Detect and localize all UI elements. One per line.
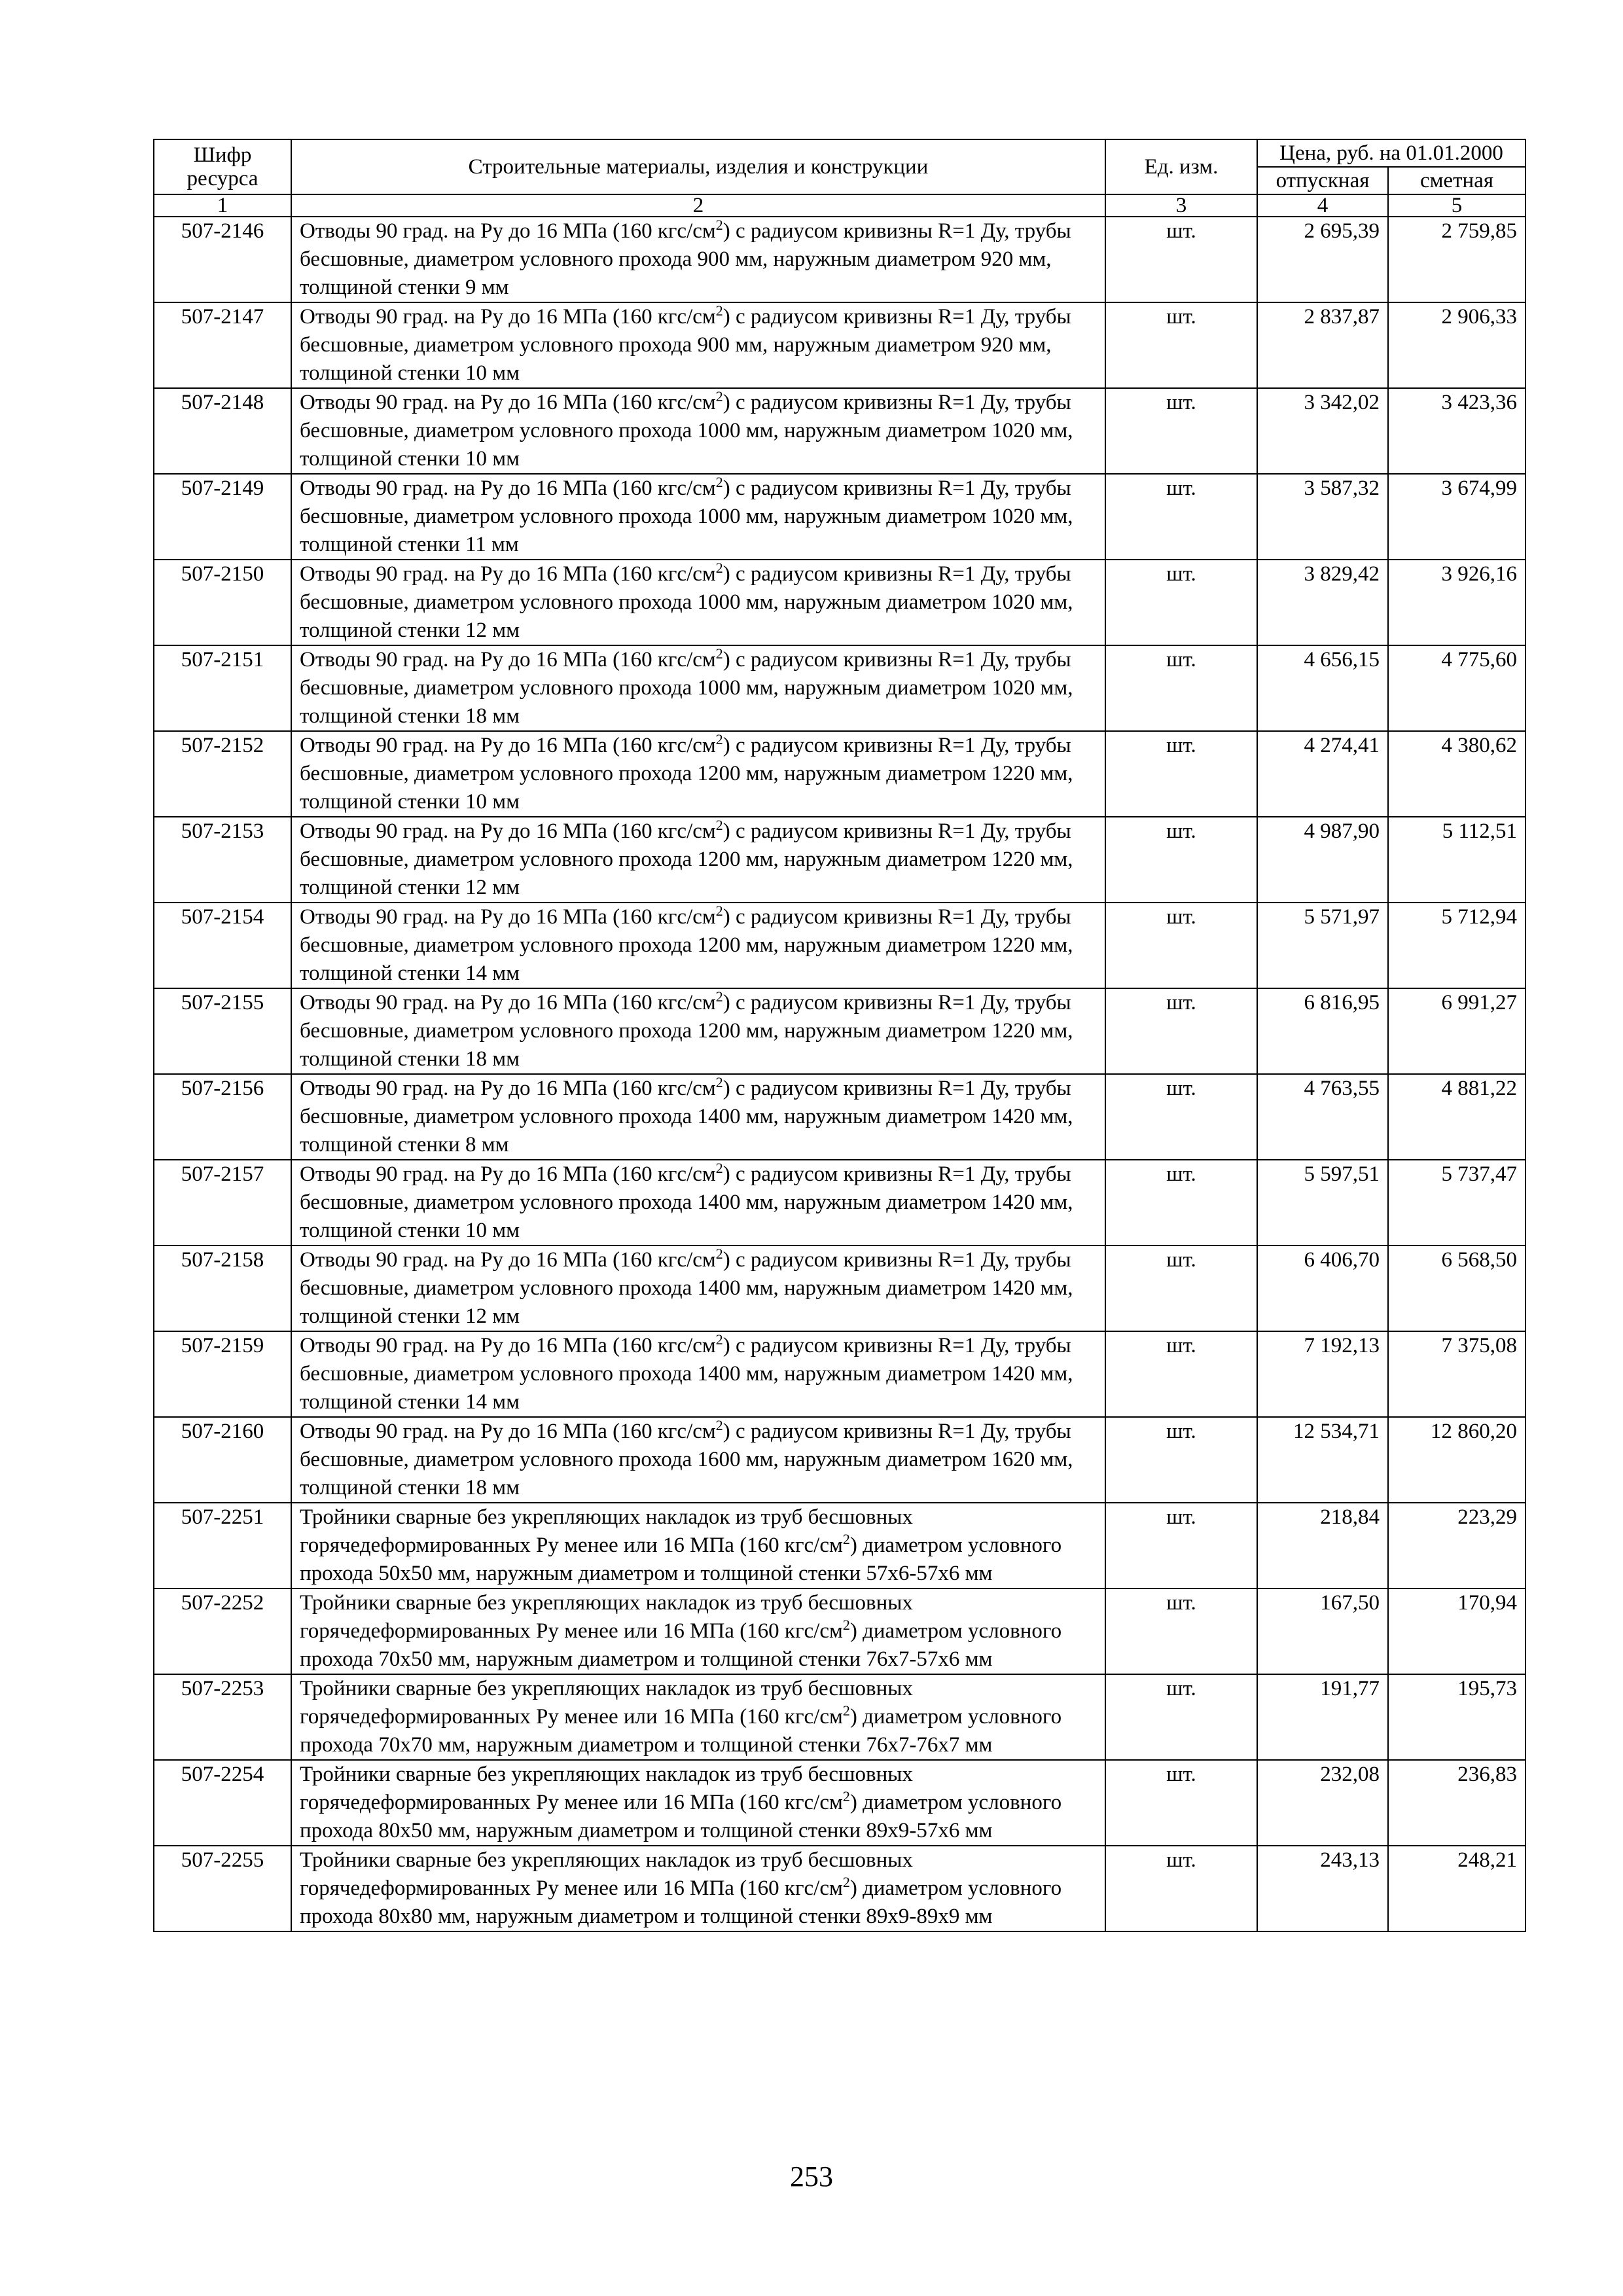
row-unit: шт. [1105,1074,1257,1160]
row-estimate-price: 3 674,99 [1388,474,1525,560]
table-row [154,302,1525,388]
row-release-price: 232,08 [1257,1760,1388,1846]
superscript: 2 [715,302,723,319]
row-estimate-price: 248,21 [1388,1846,1525,1931]
superscript: 2 [715,1160,723,1176]
superscript: 2 [715,1074,723,1090]
row-release-price: 5 597,51 [1257,1160,1388,1246]
row-code: 507-2252 [154,1588,291,1674]
table-row [154,1160,1525,1246]
header-code: Шифр ресурса [154,139,291,194]
desc-part: ) с радиусом кривизны R=1 Ду, трубы бесшовные, диаметром условного прохода 1000 мм, наружным диаметром 1020 мм, толщиной стенки 10 мм [300,391,1073,471]
row-description [291,1160,1105,1246]
row-code: 507-2159 [154,1331,291,1417]
row-code: 507-2255 [154,1846,291,1931]
header-name: Строительные материалы, изделия и конструкции [291,139,1105,194]
desc-part: Тройники сварные без укрепляющих накладок из труб бесшовных горячедеформированных Ру менее или 16 МПа (160 кгс/см [300,1505,913,1557]
row-release-price: 191,77 [1257,1674,1388,1760]
row-release-price: 12 534,71 [1257,1417,1388,1503]
row-description [291,1246,1105,1331]
desc-part: ) с радиусом кривизны R=1 Ду, трубы бесшовные, диаметром условного прохода 1000 мм, наружным диаметром 1020 мм, толщиной стенки 12 мм [300,562,1073,642]
row-release-price: 3 587,32 [1257,474,1388,560]
desc-part: ) с радиусом кривизны R=1 Ду, трубы бесшовные, диаметром условного прохода 1000 мм, наружным диаметром 1020 мм, толщиной стенки 11 мм [300,476,1073,556]
table-row [154,731,1525,817]
superscript: 2 [715,474,723,490]
superscript: 2 [715,988,723,1005]
desc-part: ) с радиусом кривизны R=1 Ду, трубы бесшовные, диаметром условного прохода 1200 мм, наружным диаметром 1220 мм, толщиной стенки 18 мм [300,991,1073,1071]
superscript: 2 [715,1331,723,1348]
row-release-price: 3 342,02 [1257,388,1388,474]
row-code: 507-2251 [154,1503,291,1588]
row-unit: шт. [1105,1417,1257,1503]
row-estimate-price: 195,73 [1388,1674,1525,1760]
row-estimate-price: 12 860,20 [1388,1417,1525,1503]
desc-part: Тройники сварные без укрепляющих накладок из труб бесшовных горячедеформированных Ру менее или 16 МПа (160 кгс/см [300,1677,913,1729]
desc-part: ) с радиусом кривизны R=1 Ду, трубы бесшовные, диаметром условного прохода 1200 мм, наружным диаметром 1220 мм, толщиной стенки 14 мм [300,905,1073,985]
desc-part: Отводы 90 град. на Ру до 16 МПа (160 кгс/см [300,391,716,414]
desc-part: ) с радиусом кривизны R=1 Ду, трубы бесшовные, диаметром условного прохода 1400 мм, наружным диаметром 1420 мм, толщиной стенки 10 мм [300,1162,1073,1242]
table-row [154,217,1525,302]
desc-part: ) диаметром условного прохода 80х50 мм, наружным диаметром и толщиной стенки 89х9-57х6 мм [300,1791,1062,1842]
row-estimate-price: 5 712,94 [1388,903,1525,988]
desc-part: ) диаметром условного прохода 80х80 мм, наружным диаметром и толщиной стенки 89х9-89х9 мм [300,1876,1062,1928]
superscript: 2 [715,817,723,833]
superscript: 2 [715,903,723,919]
row-estimate-price: 2 759,85 [1388,217,1525,302]
desc-part: Отводы 90 град. на Ру до 16 МПа (160 кгс/см [300,991,716,1014]
desc-part: ) с радиусом кривизны R=1 Ду, трубы бесшовные, диаметром условного прохода 1400 мм, наружным диаметром 1420 мм, толщиной стенки 8 мм [300,1077,1073,1157]
row-description [291,903,1105,988]
desc-part: Отводы 90 град. на Ру до 16 МПа (160 кгс/см [300,648,716,672]
desc-part: Отводы 90 град. на Ру до 16 МПа (160 кгс/см [300,305,716,329]
row-code: 507-2146 [154,217,291,302]
desc-part: ) с радиусом кривизны R=1 Ду, трубы бесшовные, диаметром условного прохода 1200 мм, наружным диаметром 1220 мм, толщиной стенки 10 мм [300,734,1073,814]
col-index: 2 [291,194,1105,217]
row-estimate-price: 7 375,08 [1388,1331,1525,1417]
row-description [291,1588,1105,1674]
row-description [291,1674,1105,1760]
table-row [154,1674,1525,1760]
row-release-price: 4 987,90 [1257,817,1388,903]
superscript: 2 [715,217,723,233]
row-estimate-price: 4 775,60 [1388,645,1525,731]
superscript: 2 [842,1702,850,1719]
superscript: 2 [842,1874,850,1890]
row-unit: шт. [1105,474,1257,560]
desc-part: ) с радиусом кривизны R=1 Ду, трубы бесшовные, диаметром условного прохода 1000 мм, наружным диаметром 1020 мм, толщиной стенки 18 мм [300,648,1073,728]
table-row [154,1760,1525,1846]
row-unit: шт. [1105,1760,1257,1846]
desc-part: ) с радиусом кривизны R=1 Ду, трубы бесшовные, диаметром условного прохода 1200 мм, наружным диаметром 1220 мм, толщиной стенки 12 мм [300,819,1073,899]
superscript: 2 [842,1617,850,1633]
row-release-price: 3 829,42 [1257,560,1388,645]
row-code: 507-2160 [154,1417,291,1503]
superscript: 2 [715,1417,723,1433]
desc-part: ) с радиусом кривизны R=1 Ду, трубы бесшовные, диаметром условного прохода 1400 мм, наружным диаметром 1420 мм, толщиной стенки 14 мм [300,1334,1073,1414]
table-row [154,1331,1525,1417]
superscript: 2 [715,560,723,576]
desc-part: ) диаметром условного прохода 50х50 мм, наружным диаметром и толщиной стенки 57х6-57х6 мм [300,1534,1062,1585]
row-release-price: 6 816,95 [1257,988,1388,1074]
row-code: 507-2153 [154,817,291,903]
superscript: 2 [715,645,723,662]
row-code: 507-2154 [154,903,291,988]
row-estimate-price: 236,83 [1388,1760,1525,1846]
superscript: 2 [715,731,723,747]
desc-part: Отводы 90 град. на Ру до 16 МПа (160 кгс/см [300,905,716,929]
desc-part: Тройники сварные без укрепляющих накладок из труб бесшовных горячедеформированных Ру менее или 16 МПа (160 кгс/см [300,1591,913,1643]
row-estimate-price: 4 380,62 [1388,731,1525,817]
row-release-price: 2 695,39 [1257,217,1388,302]
row-code: 507-2151 [154,645,291,731]
row-unit: шт. [1105,817,1257,903]
row-estimate-price: 170,94 [1388,1588,1525,1674]
table-row [154,1588,1525,1674]
desc-part: Отводы 90 град. на Ру до 16 МПа (160 кгс/см [300,1420,716,1443]
row-code: 507-2149 [154,474,291,560]
row-code: 507-2155 [154,988,291,1074]
row-description [291,560,1105,645]
row-estimate-price: 6 991,27 [1388,988,1525,1074]
table-row [154,1074,1525,1160]
superscript: 2 [715,388,723,404]
desc-part: ) с радиусом кривизны R=1 Ду, трубы бесшовные, диаметром условного прохода 1600 мм, наружным диаметром 1620 мм, толщиной стенки 18 мм [300,1420,1073,1499]
table-row [154,1503,1525,1588]
desc-part: Отводы 90 град. на Ру до 16 МПа (160 кгс/см [300,1334,716,1357]
table-row [154,388,1525,474]
table-row [154,645,1525,731]
header-release: отпускная [1257,167,1388,194]
row-release-price: 167,50 [1257,1588,1388,1674]
row-unit: шт. [1105,388,1257,474]
row-unit: шт. [1105,1674,1257,1760]
row-description [291,645,1105,731]
row-description [291,217,1105,302]
desc-part: Тройники сварные без укрепляющих накладок из труб бесшовных горячедеформированных Ру менее или 16 МПа (160 кгс/см [300,1763,913,1814]
desc-part: ) с радиусом кривизны R=1 Ду, трубы бесшовные, диаметром условного прохода 1400 мм, наружным диаметром 1420 мм, толщиной стенки 12 мм [300,1248,1073,1328]
row-unit: шт. [1105,1846,1257,1931]
row-estimate-price: 4 881,22 [1388,1074,1525,1160]
superscript: 2 [842,1788,850,1804]
row-code: 507-2152 [154,731,291,817]
row-estimate-price: 223,29 [1388,1503,1525,1588]
row-code: 507-2156 [154,1074,291,1160]
table-row [154,560,1525,645]
col-index: 5 [1388,194,1525,217]
row-unit: шт. [1105,1588,1257,1674]
table-row [154,1846,1525,1931]
row-release-price: 7 192,13 [1257,1331,1388,1417]
row-release-price: 218,84 [1257,1503,1388,1588]
row-code: 507-2150 [154,560,291,645]
col-index: 3 [1105,194,1257,217]
col-index: 4 [1257,194,1388,217]
row-code: 507-2253 [154,1674,291,1760]
row-unit: шт. [1105,1160,1257,1246]
row-release-price: 5 571,97 [1257,903,1388,988]
row-description [291,1417,1105,1503]
row-estimate-price: 2 906,33 [1388,302,1525,388]
table-row [154,1417,1525,1503]
row-unit: шт. [1105,903,1257,988]
row-release-price: 2 837,87 [1257,302,1388,388]
row-description [291,1760,1105,1846]
page-number: 253 [790,2161,833,2193]
desc-part: ) с радиусом кривизны R=1 Ду, трубы бесшовные, диаметром условного прохода 900 мм, наружным диаметром 920 мм, толщиной стенки 9 мм [300,219,1071,299]
row-description [291,1846,1105,1931]
col-index: 1 [154,194,291,217]
row-description [291,1503,1105,1588]
row-code: 507-2158 [154,1246,291,1331]
row-unit: шт. [1105,988,1257,1074]
header-estimate: сметная [1388,167,1525,194]
desc-part: Тройники сварные без укрепляющих накладок из труб бесшовных горячедеформированных Ру менее или 16 МПа (160 кгс/см [300,1848,913,1900]
desc-part: Отводы 90 град. на Ру до 16 МПа (160 кгс/см [300,1077,716,1100]
row-unit: шт. [1105,731,1257,817]
desc-part: ) диаметром условного прохода 70х70 мм, наружным диаметром и толщиной стенки 76х7-76х7 мм [300,1705,1062,1757]
row-release-price: 4 763,55 [1257,1074,1388,1160]
desc-part: Отводы 90 град. на Ру до 16 МПа (160 кгс/см [300,734,716,757]
desc-part: Отводы 90 град. на Ру до 16 МПа (160 кгс/см [300,562,716,586]
row-release-price: 4 274,41 [1257,731,1388,817]
row-estimate-price: 5 112,51 [1388,817,1525,903]
row-unit: шт. [1105,560,1257,645]
row-code: 507-2157 [154,1160,291,1246]
table-row [154,817,1525,903]
row-code: 507-2254 [154,1760,291,1846]
desc-part: Отводы 90 град. на Ру до 16 МПа (160 кгс/см [300,476,716,500]
row-estimate-price: 6 568,50 [1388,1246,1525,1331]
superscript: 2 [842,1531,850,1547]
row-unit: шт. [1105,645,1257,731]
table-row [154,474,1525,560]
row-code: 507-2148 [154,388,291,474]
table-row [154,903,1525,988]
row-estimate-price: 3 926,16 [1388,560,1525,645]
row-unit: шт. [1105,1331,1257,1417]
row-unit: шт. [1105,302,1257,388]
desc-part: Отводы 90 град. на Ру до 16 МПа (160 кгс/см [300,219,716,243]
table-row [154,1246,1525,1331]
desc-part: ) с радиусом кривизны R=1 Ду, трубы бесшовные, диаметром условного прохода 900 мм, наружным диаметром 920 мм, толщиной стенки 10 мм [300,305,1071,385]
desc-part: Отводы 90 град. на Ру до 16 МПа (160 кгс/см [300,819,716,843]
row-unit: шт. [1105,1503,1257,1588]
table-row [154,988,1525,1074]
row-description [291,388,1105,474]
row-release-price: 4 656,15 [1257,645,1388,731]
row-unit: шт. [1105,1246,1257,1331]
row-description [291,474,1105,560]
header-price: Цена, руб. на 01.01.2000 [1257,139,1525,167]
superscript: 2 [715,1246,723,1262]
header-unit: Ед. изм. [1105,139,1257,194]
row-description [291,302,1105,388]
desc-part: Отводы 90 град. на Ру до 16 МПа (160 кгс/см [300,1162,716,1186]
row-description [291,1331,1105,1417]
row-estimate-price: 3 423,36 [1388,388,1525,474]
desc-part: ) диаметром условного прохода 70х50 мм, наружным диаметром и толщиной стенки 76х7-57х6 мм [300,1619,1062,1671]
row-code: 507-2147 [154,302,291,388]
row-release-price: 243,13 [1257,1846,1388,1931]
price-table [153,139,1526,1932]
row-description [291,817,1105,903]
row-release-price: 6 406,70 [1257,1246,1388,1331]
row-unit: шт. [1105,217,1257,302]
row-description [291,1074,1105,1160]
row-description [291,731,1105,817]
row-description [291,988,1105,1074]
row-estimate-price: 5 737,47 [1388,1160,1525,1246]
desc-part: Отводы 90 град. на Ру до 16 МПа (160 кгс/см [300,1248,716,1272]
